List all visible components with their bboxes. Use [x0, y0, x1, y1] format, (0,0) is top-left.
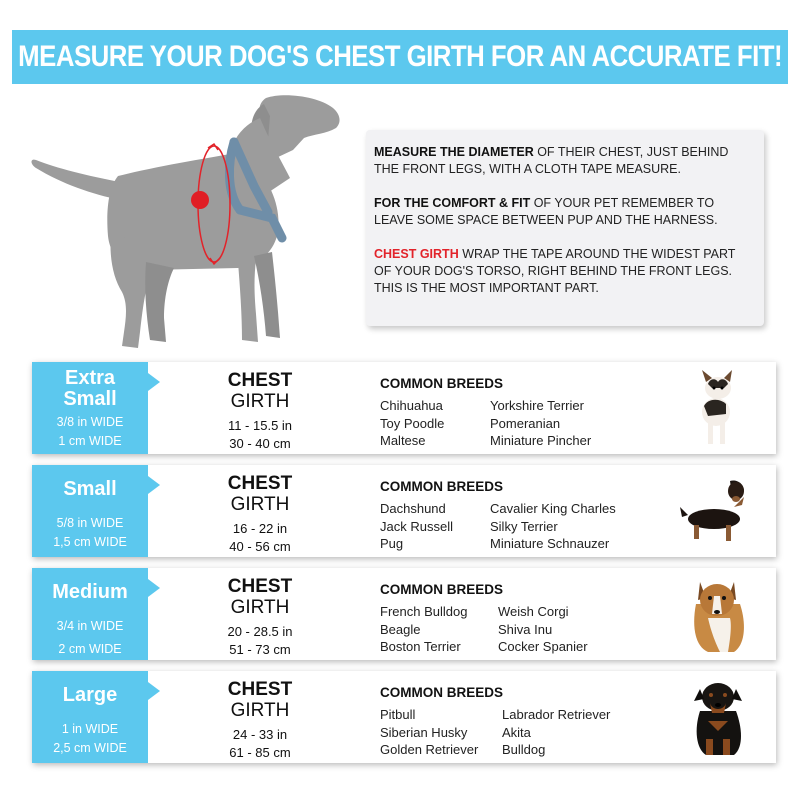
- breed: Cocker Spanier: [498, 639, 588, 654]
- rottweiler-photo: [678, 677, 758, 757]
- size-tag: [32, 671, 148, 763]
- dog-silhouette-icon: [32, 95, 340, 348]
- girth-cm: 40 - 56 cm: [229, 539, 291, 554]
- breed: Pitbull: [380, 707, 416, 722]
- title-banner: [12, 30, 788, 84]
- chihuahua-photo: [678, 368, 758, 448]
- instruction-chest-girth: CHEST GIRTH WRAP THE TAPE AROUND THE WIDEST PART OF YOUR DOG'S TORSO, RIGHT BEHIND THE FRONT LEGS. THIS IS THE MOST IMPORTANT PART.: [374, 247, 736, 295]
- size-name: Small: [63, 478, 117, 500]
- breed: Jack Russell: [380, 518, 453, 534]
- girth-cm: 30 - 40 cm: [229, 436, 291, 451]
- strap-width-cm: 2,5 cm WIDE: [53, 741, 127, 755]
- breed: Silky Terrier: [490, 518, 558, 534]
- girth-cm: 51 - 73 cm: [229, 642, 291, 657]
- common-breeds: COMMON BREEDS Pitbull Labrador Retriever Siberian Husky Akita Golden Retriever Bulldog: [380, 685, 660, 759]
- sheltie-photo: [678, 574, 758, 654]
- size-tag: [32, 568, 148, 660]
- banner-title: MEASURE YOUR DOG'S CHEST GIRTH FOR AN ACCURATE FIT!: [18, 40, 782, 73]
- instruction-diameter: MEASURE THE DIAMETER OF THEIR CHEST, JUST BEHIND THE FRONT LEGS, WITH A CLOTH TAPE MEASURE.: [374, 145, 729, 176]
- size-tag: [32, 465, 148, 557]
- chest-girth: CHEST GIRTH 24 - 33 in 61 - 85 cm: [210, 679, 310, 762]
- breed: Chihuahua: [380, 398, 443, 413]
- common-breeds: COMMON BREEDS Dachshund Cavalier King Charles Jack Russell Silky Terrier Pug Miniature Schnauzer: [380, 479, 660, 553]
- breed: Boston Terrier: [380, 639, 461, 654]
- strap-width-in: 5/8 in WIDE: [56, 516, 124, 530]
- breed: Beagle: [380, 621, 421, 637]
- girth-cm: 61 - 85 cm: [229, 745, 291, 760]
- strap-width-cm: 1,5 cm WIDE: [53, 535, 127, 549]
- breed: Maltese: [380, 433, 426, 448]
- breed: Yorkshire Terrier: [490, 398, 584, 413]
- dachshund-photo: [678, 471, 758, 551]
- breed: Pug: [380, 536, 404, 551]
- girth-inches: 16 - 22 in: [232, 521, 288, 536]
- breed: French Bulldog: [380, 604, 468, 619]
- chest-girth: CHEST GIRTH 11 - 15.5 in 30 - 40 cm: [210, 370, 310, 453]
- girth-inches: 11 - 15.5 in: [227, 418, 293, 433]
- breed: Akita: [502, 724, 531, 740]
- strap-width-cm: 1 cm WIDE: [58, 434, 122, 448]
- strap-width-in: 3/4 in WIDE: [56, 619, 124, 633]
- breed: Dachshund: [380, 501, 446, 516]
- size-row-medium: [32, 568, 776, 660]
- strap-width-in: 1 in WIDE: [61, 722, 119, 736]
- size-row-large: [32, 671, 776, 763]
- size-row-extra-small: [32, 362, 776, 454]
- breed: Miniature Schnauzer: [490, 536, 610, 551]
- instructions-box: [366, 130, 764, 326]
- common-breeds: COMMON BREEDS Chihuahua Yorkshire Terrier Toy Poodle Pomeranian Maltese Miniature Pincher: [380, 376, 660, 450]
- instruction-comfort: FOR THE COMFORT & FIT OF YOUR PET REMEMBER TO LEAVE SOME SPACE BETWEEN PUP AND THE HARNESS.: [374, 196, 718, 227]
- dog-harness-illustration: [28, 92, 358, 357]
- breed: Golden Retriever: [380, 742, 479, 757]
- size-row-small: [32, 465, 776, 557]
- girth-inches: 20 - 28.5 in: [227, 624, 293, 639]
- breed: Shiva Inu: [498, 621, 553, 637]
- common-breeds: COMMON BREEDS French Bulldog Weish Corgi Beagle Shiva Inu Boston Terrier Cocker Spanier: [380, 582, 660, 656]
- breed: Cavalier King Charles: [490, 501, 616, 516]
- breed: Weish Corgi: [498, 604, 569, 619]
- strap-width-cm: 2 cm WIDE: [58, 642, 122, 656]
- breed: Bulldog: [502, 742, 546, 757]
- girth-inches: 24 - 33 in: [232, 727, 288, 742]
- breed: Labrador Retriever: [502, 707, 611, 722]
- breed: Toy Poodle: [380, 415, 445, 431]
- strap-width-in: 3/8 in WIDE: [56, 415, 124, 429]
- size-name: Medium: [52, 581, 128, 603]
- breed: Miniature Pincher: [490, 433, 592, 448]
- breed: Pomeranian: [490, 415, 561, 431]
- size-name: Extra Small: [63, 367, 117, 410]
- size-name: Large: [62, 684, 118, 706]
- chest-girth: CHEST GIRTH 20 - 28.5 in 51 - 73 cm: [210, 576, 310, 659]
- breed: Siberian Husky: [380, 724, 468, 740]
- chest-point-icon: [191, 191, 209, 209]
- size-tag: [32, 362, 148, 454]
- chest-girth: CHEST GIRTH 16 - 22 in 40 - 56 cm: [210, 473, 310, 556]
